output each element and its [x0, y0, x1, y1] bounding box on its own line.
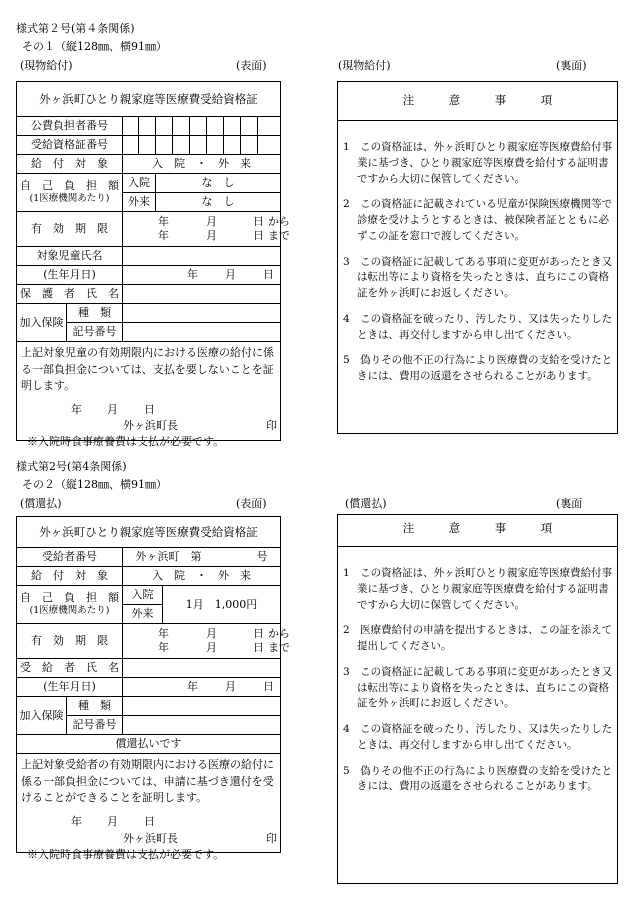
form1-header-line2: その１（縦128㎜、横91㎜）	[22, 40, 167, 53]
form1-date-year: 年	[71, 403, 82, 416]
form2-birth-date	[123, 678, 281, 697]
form2-back-side: (裏面	[556, 497, 583, 510]
form1-child-name-label: 対象児童氏名	[17, 247, 123, 266]
form2-front-side: (表面)	[236, 497, 267, 510]
form1-note-4: 4 この資格証を破ったり、汚したり、又は失ったりしたときは、再交付しますから申し出てください。	[343, 312, 613, 341]
form1-validity-to-month: 月	[206, 229, 217, 242]
form2-note-1: 1 この資格証は、外ヶ浜町ひとり親家庭等医療費給付事業に基づき、ひとり親家庭等医療費を給付する証明書ですから大切に保管してください。	[343, 567, 613, 611]
form1-payer-no-label: 公費負担者番号	[17, 117, 123, 136]
form1-validity-period	[123, 212, 290, 247]
form2-note-2: 2 医療費給付の申請を提出するときは、この証を添えて提出してください。	[343, 624, 613, 652]
form2-seal: 印	[266, 832, 277, 845]
form2-validity-to-day: 日	[253, 641, 264, 654]
form1-back-side: (裏面)	[556, 59, 587, 72]
form1-header-line1: 様式第２号(第４条関係)	[16, 22, 135, 35]
form1-outpatient-value: な し	[156, 193, 281, 212]
form1-validity-to-year: 年	[158, 229, 169, 242]
form1-date-day: 日	[144, 403, 155, 416]
form1-birth-month: 月	[225, 268, 236, 281]
form1-recipient-no-label: 受給資格証番号	[17, 136, 123, 155]
form1-footnote: ※入院時食事療養費は支払が必要です。	[27, 435, 225, 448]
form1-notes-divider	[337, 120, 618, 121]
form2-validity-from-month: 月	[206, 627, 217, 640]
form2-symbol-label: 記号番号	[67, 716, 123, 735]
form2-reimbursement-note: 償還払いです	[17, 735, 281, 754]
form1-birth-label: (生年月日)	[17, 266, 123, 285]
form2-validity-from-year: 年	[158, 627, 169, 640]
form2-date-month: 月	[107, 815, 118, 828]
form2-note-4: 4 この資格証を破ったり、汚したり、又は失ったりしたときは、再交付しますから申し出てください。	[343, 723, 613, 751]
form1-symbol-label: 記号番号	[67, 323, 123, 342]
form2-notes-divider	[337, 546, 618, 547]
form1-copay-label-main: 自 己 負 担 額	[20, 179, 119, 193]
form2-validity-until: まで	[268, 641, 290, 654]
form1-validity-label: 有 効 期 限	[17, 212, 123, 247]
form2-certify-text: 上記対象受給者の有効期限内における医療の給付に係る一部負担金については、申請に基づき還付を受けることができることを証明します。	[21, 758, 274, 804]
form1-certify-block	[17, 342, 281, 448]
form1-validity-from: から	[268, 215, 290, 228]
form2-validity-label: 有 効 期 限	[17, 624, 123, 659]
form1-front-side: (表面)	[236, 59, 267, 72]
form1-note-5: 5 偽りその他不正の行為により医療費の支給を受けたときには、費用の返還をさせられることがあります。	[343, 354, 613, 382]
form2-notes	[343, 566, 613, 805]
form1-birth-day: 日	[263, 268, 274, 281]
form1-guardian-label: 保 護 者 氏 名	[17, 285, 123, 304]
form2-birth-month: 月	[225, 680, 236, 693]
form2-benefit-target-label: 給 付 対 象	[17, 567, 123, 586]
form1-notes-title: 注 意 事 項	[402, 93, 553, 107]
form2-recipient-no-label: 受給者番号	[17, 548, 123, 567]
form2-insurance-label: 加入保険	[17, 697, 67, 735]
form1-kind-label: 種 類	[67, 304, 123, 323]
form1-note-1: 1 この資格証は、外ヶ浜町ひとり親家庭等医療費給付事業に基づき、ひとり親家庭等医療費を給付する証明書ですから大切に保管してください。	[343, 141, 613, 185]
form2-validity-period	[123, 624, 290, 659]
form2-kind-label: 種 類	[67, 697, 123, 716]
form2-validity-to-month: 月	[206, 641, 217, 654]
form2-copay-label	[17, 586, 123, 624]
form2-back-label: (償還払)	[345, 497, 387, 510]
form2-note-5: 5 偽りその他不正の行為により医療費の支給を受けたときには、費用の返還をさせられることがあります。	[343, 764, 613, 793]
form1-notes	[343, 140, 613, 395]
form1-validity-from-month: 月	[206, 215, 217, 228]
form1-copay-label	[17, 174, 123, 212]
form1-inpatient-value: な し	[156, 174, 281, 193]
form2-inpatient-label: 入院	[123, 586, 163, 605]
form1-validity-from-day: 日	[253, 215, 264, 228]
form1-front-label: (現物給付)	[20, 59, 73, 72]
form2-recipient-no-value: 外ヶ浜町 第 号	[123, 548, 281, 567]
form2-copay-label-main: 自 己 負 担 額	[20, 591, 119, 605]
form2-header-line1: 様式第2号(第4条関係)	[16, 460, 127, 473]
form2-notes-title: 注 意 事 項	[402, 521, 553, 535]
form1-validity-from-year: 年	[158, 215, 169, 228]
form1-back-label: (現物給付)	[338, 59, 391, 72]
form1-certify-text: 上記対象児童の有効期限内における医療の給付に係る一部負担金については、支払を要しないことを証明します。	[21, 346, 274, 392]
form1-mayor: 外ヶ浜町長	[123, 419, 178, 432]
form2-birth-day: 日	[263, 680, 274, 693]
form2-copay-label-sub: (1医療機関あたり)	[29, 605, 110, 617]
form2-certify-block	[17, 754, 281, 861]
form2-title: 外ヶ浜町ひとり親家庭等医療費受給資格証	[17, 517, 281, 548]
form1-inpatient-label: 入院	[123, 174, 156, 193]
form1-benefit-target-value: 入 院 ・ 外 来	[123, 155, 281, 174]
form2-benefit-target-value: 入 院 ・ 外 来	[123, 567, 281, 586]
form2-header-line2: その２（縦128㎜、横91㎜）	[22, 478, 167, 491]
form2-birth-label: (生年月日)	[17, 678, 123, 697]
form1-validity-until: まで	[268, 229, 290, 242]
form2-validity-from-day: 日	[253, 627, 264, 640]
form1-seal: 印	[266, 419, 277, 432]
form1-birth-date	[123, 266, 281, 285]
form2-front-label: (償還払)	[20, 497, 62, 510]
form1-note-3: 3 この資格証に記載してある事項に変更があったとき又は転出等により資格を失ったときは、直ちにこの資格証を外ヶ浜町にお返しください。	[343, 255, 613, 299]
form1-validity-to-day: 日	[253, 229, 264, 242]
form2-mayor: 外ヶ浜町長	[123, 832, 178, 845]
form2-outpatient-label: 外来	[123, 605, 163, 624]
form2-date-day: 日	[144, 815, 155, 828]
form2-birth-year: 年	[187, 680, 198, 693]
form2-front-card	[16, 516, 290, 861]
form1-note-2: 2 この資格証に記載されている児童が保険医療機関等で診療を受けようとするときは、被保険者証とともに必ずこの証を窓口で渡してください。	[343, 198, 613, 242]
form2-date-year: 年	[71, 815, 82, 828]
form1-date-month: 月	[107, 403, 118, 416]
form2-recipient-name-label: 受 給 者 氏 名	[17, 659, 123, 678]
form1-title: 外ヶ浜町ひとり親家庭等医療費受給資格証	[17, 82, 281, 117]
form1-birth-year: 年	[187, 268, 198, 281]
form1-front-card	[16, 81, 290, 448]
form1-outpatient-label: 外来	[123, 193, 156, 212]
form2-validity-to-year: 年	[158, 641, 169, 654]
form1-benefit-target-label: 給 付 対 象	[17, 155, 123, 174]
form1-copay-label-sub: (1医療機関あたり)	[29, 193, 110, 205]
form2-note-3: 3 この資格証に記載してある事項に変更があったとき又は転出等により資格を失ったときは、直ちにこの資格証を外ヶ浜町にお返しください。	[343, 665, 613, 710]
form2-validity-from: から	[268, 627, 290, 640]
form2-footnote: ※入院時食事療養費は支払が必要です。	[27, 848, 225, 861]
form1-insurance-label: 加入保険	[17, 304, 67, 342]
form2-copay-value: 1月 1,000円	[163, 586, 281, 624]
